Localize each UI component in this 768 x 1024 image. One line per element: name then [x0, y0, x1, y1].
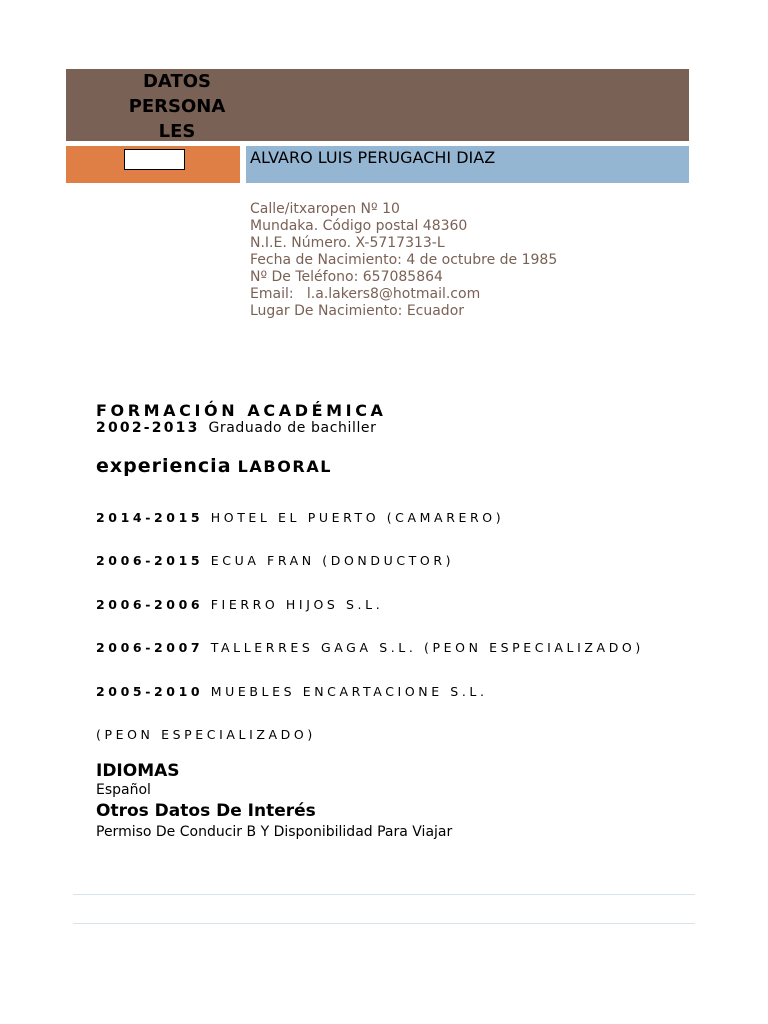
section-title-datos-personales: [118, 69, 236, 144]
title-line: LES: [158, 121, 196, 142]
title-line: DATOS: [142, 71, 212, 92]
education-year: 2002-2013: [96, 420, 200, 436]
job-entry: [96, 640, 644, 656]
job-text: HOTEL EL PUERTO (CAMARERO): [210, 510, 505, 525]
other-info-heading: Otros Datos De Interés: [96, 801, 316, 821]
nie-number: N.I.E. Número. X-5717313-L: [250, 235, 445, 251]
city-postal-code: Mundaka. Código postal 48360: [250, 218, 468, 234]
contact-details: [250, 201, 557, 320]
divider: [73, 923, 695, 924]
experience-heading-main: experiencia: [96, 455, 232, 477]
full-name: ALVARO LUIS PERUGACHI DIAZ: [250, 148, 496, 167]
languages-heading: IDIOMAS: [96, 761, 180, 781]
job-text: MUEBLES ENCARTACIONE S.L.: [210, 684, 488, 699]
birth-date: Fecha de Nacimiento: 4 de octubre de 1985: [250, 252, 558, 268]
divider: [73, 894, 695, 895]
job-year: 2014-2015: [96, 510, 204, 525]
job-year: 2005-2010: [96, 684, 204, 699]
title-line: PERSONA: [128, 96, 226, 117]
job-entry: [96, 510, 504, 526]
experience-heading: [96, 453, 332, 480]
photo-placeholder: [124, 149, 185, 170]
job-text: FIERRO HIJOS S.L.: [210, 597, 384, 612]
job-entry: [96, 553, 454, 569]
job-text: ECUA FRAN (DONDUCTOR): [210, 553, 455, 568]
email: Email: l.a.lakers8@hotmail.com: [250, 286, 481, 302]
education-text: Graduado de bachiller: [208, 420, 377, 436]
phone-number: Nº De Teléfono: 657085864: [250, 269, 443, 285]
job-continuation: (PEON ESPECIALIZADO): [96, 727, 316, 742]
job-year: 2006-2006: [96, 597, 204, 612]
job-entry: [96, 684, 488, 700]
languages-value: Español: [96, 782, 151, 798]
job-text: TALLERRES GAGA S.L. (PEON ESPECIALIZADO): [210, 640, 644, 655]
job-year: 2006-2015: [96, 553, 204, 568]
job-year: 2006-2007: [96, 640, 204, 655]
birthplace: Lugar De Nacimiento: Ecuador: [250, 303, 465, 319]
other-info-value: Permiso De Conducir B Y Disponibilidad Para Viajar: [96, 824, 453, 840]
education-heading: FORMACIÓN ACADÉMICA: [96, 401, 387, 420]
education-entry: [96, 420, 377, 437]
experience-heading-sub: LABORAL: [237, 457, 333, 476]
job-entry: [96, 597, 383, 613]
address: Calle/itxaropen Nº 10: [250, 201, 400, 217]
